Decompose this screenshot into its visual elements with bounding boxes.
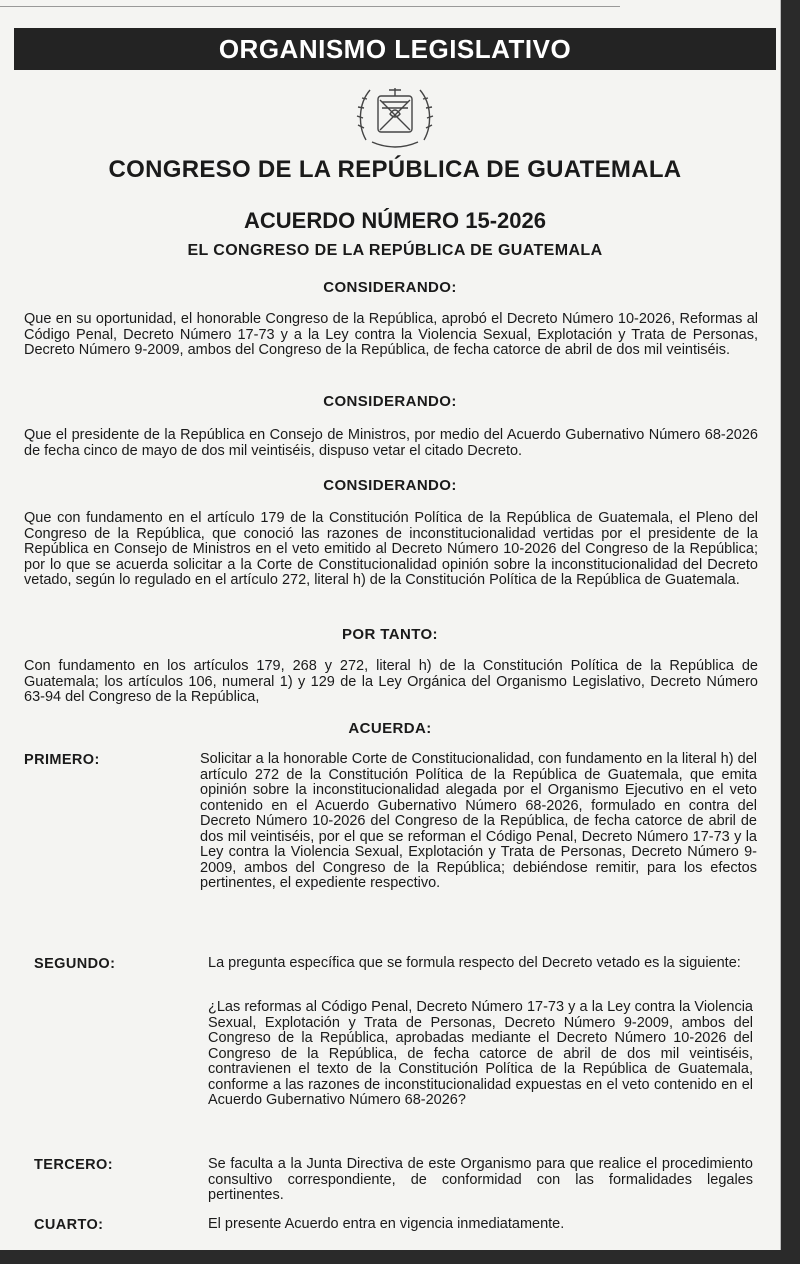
article-label-segundo: SEGUNDO: — [34, 956, 116, 972]
section-banner: ORGANISMO LEGISLATIVO — [14, 28, 776, 70]
article-question-segundo: ¿Las reformas al Código Penal, Decreto Número 17-73 y a la Ley contra la Violencia Sexual, Explotación y Trata de Personas, Decreto Número 9-2009, ambos del Congreso de la República, aprobadas mediante el Decreto Número 10-2026 del Congreso de la República, de fecha catorce de abril de dos mil veintiséis, contravienen el texto de la Constitución Política de la República de Guatemala, conforme a las razones de inconstitucionalidad expuestas en el veto contenido en el Acuerdo Gubernativo Número 68-2026? — [208, 999, 753, 1108]
article-text-tercero: Se faculta a la Junta Directiva de este Organismo para que realice el procedimiento consultivo correspondiente, de conformidad con las formalidades legales pertinentes. — [208, 1156, 753, 1203]
article-label-primero: PRIMERO: — [24, 752, 100, 768]
congress-title: CONGRESO DE LA REPÚBLICA DE GUATEMALA — [108, 156, 682, 183]
considerando-heading-1: CONSIDERANDO: — [323, 279, 457, 296]
top-rule — [0, 6, 620, 7]
article-label-cuarto: CUARTO: — [34, 1217, 104, 1233]
considerando-text-1: Que en su oportunidad, el honorable Congreso de la República, aprobó el Decreto Número 10-2026, Reformas al Código Penal, Decreto Número 17-73 y a la Ley contra la Violencia Sexual, Explotación y Trata de Personas, Decreto Número 9-2009, ambos del Congreso de la República, de fecha catorce de abril de dos mil veintiséis. — [24, 311, 758, 358]
por-tanto-heading: POR TANTO: — [342, 626, 438, 643]
article-text-primero: Solicitar a la honorable Corte de Constitucionalidad, con fundamento en la literal h) del artículo 272 de la Constitución Política de la República de Guatemala, que emita opinión sobre la inconstitucionalidad alegada por el Organismo Ejecutivo en el veto contenido en el Acuerdo Gubernativo Número 68-2026, formulado en contra del Decreto Número 10-2026 del Congreso de la República, de fecha catorce de abril de dos mil veintiséis, por el que se reforman el Código Penal, Decreto Número 17-73 y la Ley contra la Violencia Sexual, Explotación y Trata de Personas, Decreto Número 9-2009, ambos del Congreso de la República; debiéndose remitir, para los efectos pertinentes, el expediente respectivo. — [200, 751, 757, 891]
considerando-text-2: Que el presidente de la República en Consejo de Ministros, por medio del Acuerdo Gubernativo Número 68-2026 de fecha cinco de mayo de dos mil veintiséis, dispuso vetar el citado Decreto. — [24, 427, 758, 459]
coat-of-arms-icon — [352, 78, 438, 152]
agreement-title: ACUERDO NÚMERO 15-2026 — [244, 208, 546, 233]
acuerda-heading: ACUERDA: — [348, 720, 432, 737]
issuer-heading: EL CONGRESO DE LA REPÚBLICA DE GUATEMALA — [187, 242, 603, 259]
por-tanto-text: Con fundamento en los artículos 179, 268 y 272, literal h) de la Constitución Política de la República de Guatemala; los artículos 106, numeral 1) y 129 de la Ley Orgánica del Organismo Legislativo, Decreto Número 63-94 del Congreso de la República, — [24, 658, 758, 705]
article-label-tercero: TERCERO: — [34, 1157, 113, 1173]
article-text-segundo: La pregunta específica que se formula respecto del Decreto vetado es la siguiente: — [208, 955, 741, 971]
considerando-text-3: Que con fundamento en el artículo 179 de la Constitución Política de la República de Guatemala, el Pleno del Congreso de la República, que conoció las razones de inconstitucionalidad vertidas por el presidente de la República en Consejo de Ministros en el veto emitido al Decreto Número 10-2026 del Congreso de la República; por lo que se acuerda solicitar a la Corte de Constitucionalidad opinión sobre la inconstitucionalidad del Decreto vetado, según lo regulado en el artículo 272, literal h) de la Constitución Política de la República de Guatemala. — [24, 510, 758, 588]
previous-section-edge — [0, 0, 780, 10]
considerando-heading-3: CONSIDERANDO: — [323, 477, 457, 494]
article-text-cuarto: El presente Acuerdo entra en vigencia inmediatamente. — [208, 1216, 565, 1232]
considerando-heading-2: CONSIDERANDO: — [323, 393, 457, 410]
